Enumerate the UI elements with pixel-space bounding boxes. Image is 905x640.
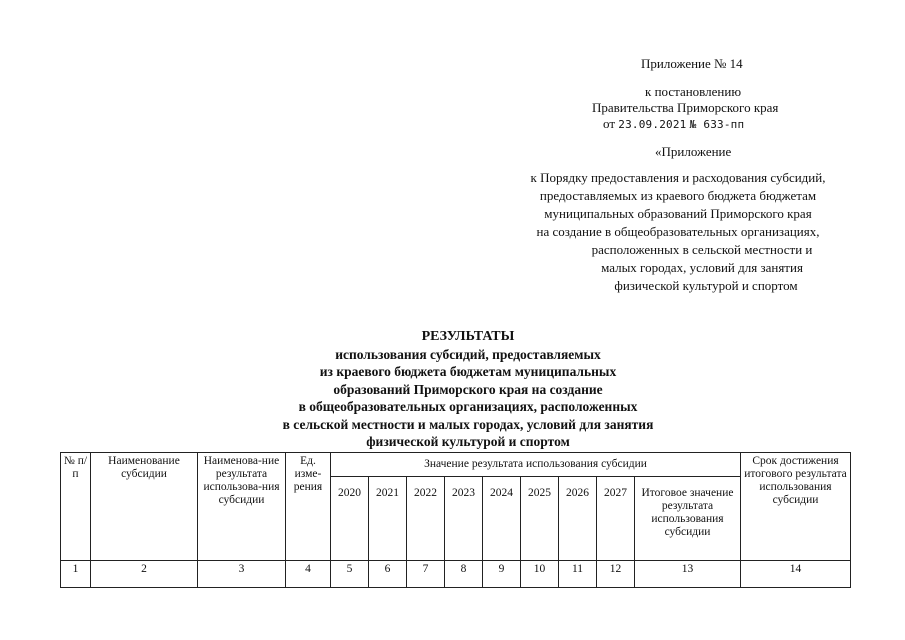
- header-year: 2024: [483, 477, 521, 561]
- title-line: образований Приморского края на создание: [333, 381, 603, 397]
- header-year: 2022: [407, 477, 445, 561]
- header-year: 2026: [559, 477, 597, 561]
- header-values-group: Значение результата использования субсидии: [331, 453, 741, 477]
- header-year: 2025: [521, 477, 559, 561]
- procedure-line: к Порядку предоставления и расходования субсидий,: [530, 170, 826, 185]
- header-subsidy-name: Наименование субсидии: [91, 453, 198, 561]
- column-number-row: [61, 561, 851, 588]
- header-result-name: Наименова-ние результата использова-ния субсидии: [198, 453, 286, 561]
- resolution-date: 23.09.2021: [618, 118, 687, 131]
- procedure-line: расположенных в сельской местности и: [591, 242, 813, 257]
- title-line: в общеобразовательных организациях, расположенных: [298, 399, 638, 414]
- header-deadline: Срок достижения итогового результата использования субсидии: [741, 453, 851, 561]
- procedure-line: на создание в общеобразовательных организациях,: [536, 224, 820, 239]
- column-number: 5: [331, 561, 369, 588]
- column-number: 7: [407, 561, 445, 588]
- column-number: 12: [597, 561, 635, 588]
- column-number: 4: [286, 561, 331, 588]
- title-main: РЕЗУЛЬТАТЫ: [421, 329, 515, 344]
- document-title: [283, 328, 654, 451]
- government-name: Правительства Приморского края: [592, 100, 779, 115]
- column-number: 2: [91, 561, 198, 588]
- header-final-value: Итоговое значение результата использования субсидии: [635, 477, 741, 561]
- header-year: 2027: [597, 477, 635, 561]
- title-line: из краевого бюджета бюджетам муниципальных: [319, 364, 617, 379]
- column-number: 11: [559, 561, 597, 588]
- results-table: [60, 452, 851, 588]
- header-year: 2023: [445, 477, 483, 561]
- inner-appendix-label: «Приложение: [655, 144, 732, 159]
- header-unit: Ед. изме-рения: [286, 453, 331, 561]
- column-number: 13: [635, 561, 741, 588]
- title-line: физической культурой и спортом: [366, 434, 570, 449]
- procedure-line: муниципальных образований Приморского края: [544, 206, 812, 221]
- header-year: 2020: [331, 477, 369, 561]
- resolution-number: № 633-пп: [689, 118, 745, 131]
- header-year: 2021: [369, 477, 407, 561]
- column-number: 3: [198, 561, 286, 588]
- column-number: 1: [61, 561, 91, 588]
- column-number: 9: [483, 561, 521, 588]
- procedure-line: предоставляемых из краевого бюджета бюджетам: [539, 188, 817, 203]
- column-number: 6: [369, 561, 407, 588]
- column-number: 10: [521, 561, 559, 588]
- appendix-label: Приложение № 14: [641, 56, 743, 71]
- procedure-line: малых городах, условий для занятия: [601, 260, 803, 275]
- header-num: № п/п: [61, 453, 91, 561]
- date-prefix: от: [603, 116, 616, 131]
- procedure-line: физической культурой и спортом: [614, 278, 798, 293]
- column-number: 8: [445, 561, 483, 588]
- title-line: в сельской местности и малых городах, условий для занятия: [282, 416, 654, 432]
- resolution-date-line: [603, 116, 744, 133]
- resolution-ref: к постановлению: [645, 84, 742, 99]
- title-line: использования субсидий, предоставляемых: [335, 346, 601, 362]
- column-number: 14: [741, 561, 851, 588]
